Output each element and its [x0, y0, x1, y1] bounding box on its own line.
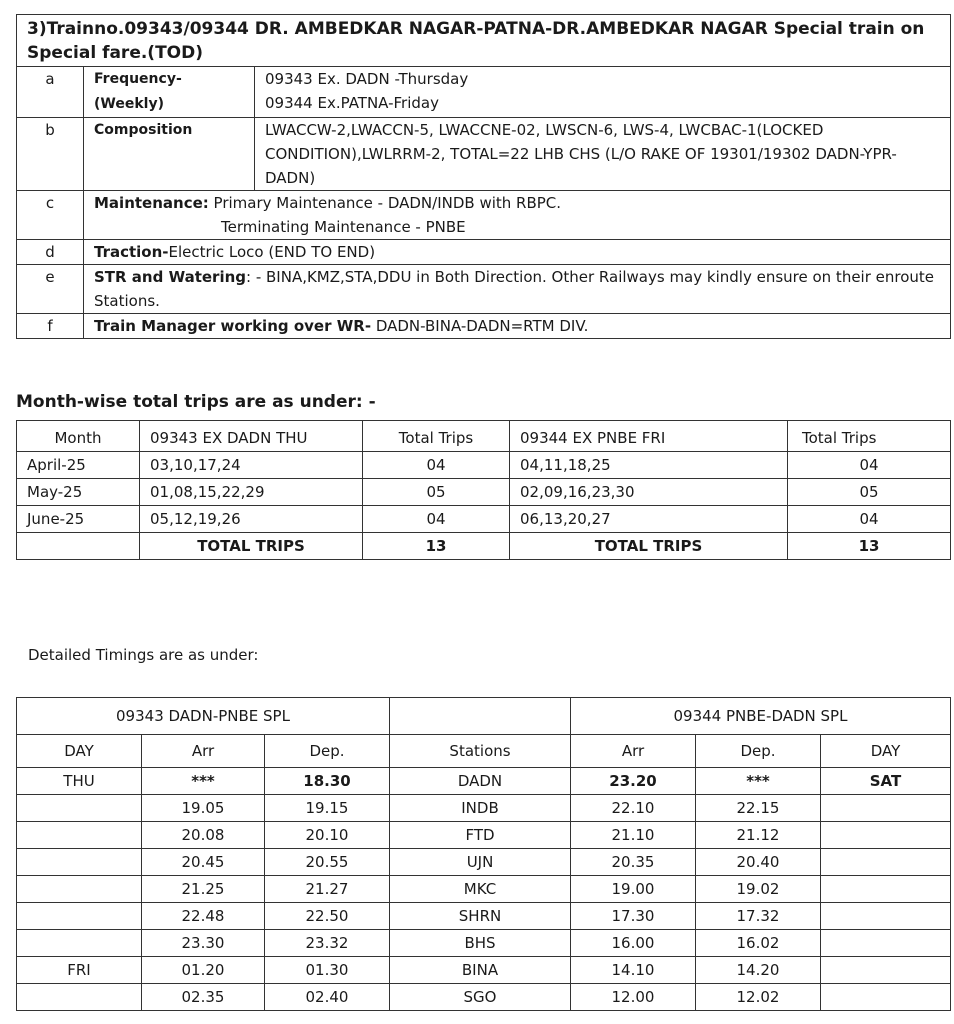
row-label: e	[17, 265, 84, 314]
traction-cell	[84, 240, 951, 265]
day-09344	[821, 822, 951, 849]
monthwise-header-row	[17, 421, 951, 452]
composition-heading: Composition	[84, 118, 255, 191]
traction-heading: Traction-	[94, 243, 169, 261]
arr-09343: 23.30	[142, 930, 265, 957]
day-09343: FRI	[17, 957, 142, 984]
day-09343	[17, 795, 142, 822]
trips-09343: 05	[363, 479, 510, 506]
row-label: b	[17, 118, 84, 191]
dep-09343: 23.32	[265, 930, 390, 957]
train-09343-header: 09343 DADN-PNBE SPL	[17, 698, 390, 735]
arr-09343: 20.45	[142, 849, 265, 876]
timings-table	[16, 697, 951, 1011]
frequency-heading	[84, 67, 255, 118]
timing-row	[17, 768, 951, 795]
day-09343	[17, 849, 142, 876]
day-09344: SAT	[821, 768, 951, 795]
dep-09344: 14.20	[696, 957, 821, 984]
station-name: INDB	[390, 795, 571, 822]
trips-09343: 04	[363, 506, 510, 533]
day-09343	[17, 930, 142, 957]
dates-09343: 03,10,17,24	[140, 452, 363, 479]
dates-09344: 06,13,20,27	[510, 506, 788, 533]
row-label: c	[17, 191, 84, 240]
timing-row	[17, 957, 951, 984]
train-title: 3)Trainno.09343/09344 DR. AMBEDKAR NAGAR-PATNA-DR.AMBEDKAR NAGAR Special train on Special fare.(TOD)	[17, 15, 951, 67]
dep-09344: 16.02	[696, 930, 821, 957]
monthwise-total-row	[17, 533, 951, 560]
station-name: FTD	[390, 822, 571, 849]
frequency-line2: 09344 Ex.PATNA-Friday	[265, 94, 439, 112]
trips-09344: 05	[788, 479, 951, 506]
maintenance-cell	[84, 191, 951, 240]
dep-09344: 19.02	[696, 876, 821, 903]
day-09344	[821, 984, 951, 1011]
day-09344	[821, 795, 951, 822]
train-manager-cell	[84, 314, 951, 339]
monthwise-trips-table	[16, 420, 951, 560]
total-trips-label-2: TOTAL TRIPS	[510, 533, 788, 560]
composition-value: LWACCW-2,LWACCN-5, LWACCNE-02, LWSCN-6, LWS-4, LWCBAC-1(LOCKED CONDITION),LWLRRM-2, TOTAL=22 LHB CHS (L/O RAKE OF 19301/19302 DADN-YPR-DADN)	[255, 118, 951, 191]
watering-value: : - BINA,KMZ,STA,DDU in Both Direction. Other Railways may kindly ensure on their enroute Stations.	[94, 268, 935, 310]
watering-heading: STR and Watering	[94, 268, 246, 286]
frequency-line1: 09343 Ex. DADN -Thursday	[265, 70, 469, 88]
month-cell: April-25	[17, 452, 140, 479]
empty-cell	[390, 698, 571, 735]
day-09343	[17, 876, 142, 903]
month-cell: June-25	[17, 506, 140, 533]
col-header-month: Month	[17, 421, 140, 452]
arr-09344: 14.10	[571, 957, 696, 984]
col-header-day-1: DAY	[17, 735, 142, 768]
dep-09344: 21.12	[696, 822, 821, 849]
detail-row-b	[17, 118, 951, 191]
dep-09344: 17.32	[696, 903, 821, 930]
trips-09344: 04	[788, 452, 951, 479]
arr-09343: 01.20	[142, 957, 265, 984]
col-header-arr-1: Arr	[142, 735, 265, 768]
monthwise-row	[17, 506, 951, 533]
station-name: MKC	[390, 876, 571, 903]
arr-09344: 16.00	[571, 930, 696, 957]
total-trips-09343: 13	[363, 533, 510, 560]
col-header-total-trips-2: Total Trips	[788, 421, 951, 452]
station-name: SGO	[390, 984, 571, 1011]
timing-row	[17, 849, 951, 876]
col-header-09343: 09343 EX DADN THU	[140, 421, 363, 452]
day-09343	[17, 903, 142, 930]
timings-heading: Detailed Timings are as under:	[28, 646, 259, 664]
frequency-heading-line1: Frequency-	[94, 71, 182, 87]
arr-09343: ***	[142, 768, 265, 795]
day-09343	[17, 822, 142, 849]
dates-09343: 01,08,15,22,29	[140, 479, 363, 506]
dep-09343: 19.15	[265, 795, 390, 822]
col-header-total-trips-1: Total Trips	[363, 421, 510, 452]
col-header-arr-2: Arr	[571, 735, 696, 768]
timing-row	[17, 984, 951, 1011]
day-09344	[821, 876, 951, 903]
arr-09344: 22.10	[571, 795, 696, 822]
col-header-09344: 09344 EX PNBE FRI	[510, 421, 788, 452]
arr-09343: 02.35	[142, 984, 265, 1011]
arr-09344: 23.20	[571, 768, 696, 795]
maintenance-primary: Primary Maintenance - DADN/INDB with RBPC.	[213, 194, 562, 212]
col-header-day-2: DAY	[821, 735, 951, 768]
total-trips-09344: 13	[788, 533, 951, 560]
monthwise-heading: Month-wise total trips are as under: -	[16, 392, 376, 412]
dates-09343: 05,12,19,26	[140, 506, 363, 533]
train-header-row	[17, 698, 951, 735]
trips-09343: 04	[363, 452, 510, 479]
col-header-dep-1: Dep.	[265, 735, 390, 768]
dep-09343: 20.55	[265, 849, 390, 876]
frequency-heading-line2: (Weekly)	[94, 96, 164, 112]
detail-row-e	[17, 265, 951, 314]
col-header-dep-2: Dep.	[696, 735, 821, 768]
dates-09344: 04,11,18,25	[510, 452, 788, 479]
arr-09343: 21.25	[142, 876, 265, 903]
station-name: SHRN	[390, 903, 571, 930]
empty-cell	[17, 533, 140, 560]
trips-09344: 04	[788, 506, 951, 533]
dep-09343: 20.10	[265, 822, 390, 849]
dates-09344: 02,09,16,23,30	[510, 479, 788, 506]
arr-09344: 12.00	[571, 984, 696, 1011]
detail-row-f	[17, 314, 951, 339]
row-label: f	[17, 314, 84, 339]
maintenance-terminating: Terminating Maintenance - PNBE	[221, 218, 466, 236]
train-details-table	[16, 14, 951, 339]
dep-09344: 20.40	[696, 849, 821, 876]
arr-09344: 21.10	[571, 822, 696, 849]
detail-row-a	[17, 67, 951, 118]
dep-09344: 22.15	[696, 795, 821, 822]
dep-09344: 12.02	[696, 984, 821, 1011]
monthwise-row	[17, 452, 951, 479]
col-header-stations: Stations	[390, 735, 571, 768]
train-manager-heading: Train Manager working over WR-	[94, 317, 372, 335]
arr-09343: 22.48	[142, 903, 265, 930]
timing-row	[17, 822, 951, 849]
station-name: BINA	[390, 957, 571, 984]
station-name: BHS	[390, 930, 571, 957]
day-09343	[17, 984, 142, 1011]
arr-09344: 19.00	[571, 876, 696, 903]
arr-09344: 20.35	[571, 849, 696, 876]
timing-row	[17, 876, 951, 903]
row-label: d	[17, 240, 84, 265]
arr-09343: 19.05	[142, 795, 265, 822]
day-09344	[821, 930, 951, 957]
arr-09343: 20.08	[142, 822, 265, 849]
watering-cell	[84, 265, 951, 314]
detail-row-d	[17, 240, 951, 265]
day-09344	[821, 849, 951, 876]
arr-09344: 17.30	[571, 903, 696, 930]
dep-09343: 02.40	[265, 984, 390, 1011]
day-09344	[821, 957, 951, 984]
dep-09343: 01.30	[265, 957, 390, 984]
column-header-row	[17, 735, 951, 768]
timing-row	[17, 795, 951, 822]
station-name: DADN	[390, 768, 571, 795]
day-09343: THU	[17, 768, 142, 795]
train-09344-header: 09344 PNBE-DADN SPL	[571, 698, 951, 735]
dep-09344: ***	[696, 768, 821, 795]
traction-value: Electric Loco (END TO END)	[168, 243, 376, 261]
day-09344	[821, 903, 951, 930]
train-manager-value: DADN-BINA-DADN=RTM DIV.	[371, 317, 589, 335]
frequency-value	[255, 67, 951, 118]
maintenance-heading: Maintenance:	[94, 194, 209, 212]
dep-09343: 22.50	[265, 903, 390, 930]
total-trips-label-1: TOTAL TRIPS	[140, 533, 363, 560]
detail-row-c	[17, 191, 951, 240]
dep-09343: 18.30	[265, 768, 390, 795]
timing-rows	[17, 768, 951, 1011]
monthwise-row	[17, 479, 951, 506]
timing-row	[17, 903, 951, 930]
month-cell: May-25	[17, 479, 140, 506]
station-name: UJN	[390, 849, 571, 876]
timing-row	[17, 930, 951, 957]
row-label: a	[17, 67, 84, 118]
dep-09343: 21.27	[265, 876, 390, 903]
